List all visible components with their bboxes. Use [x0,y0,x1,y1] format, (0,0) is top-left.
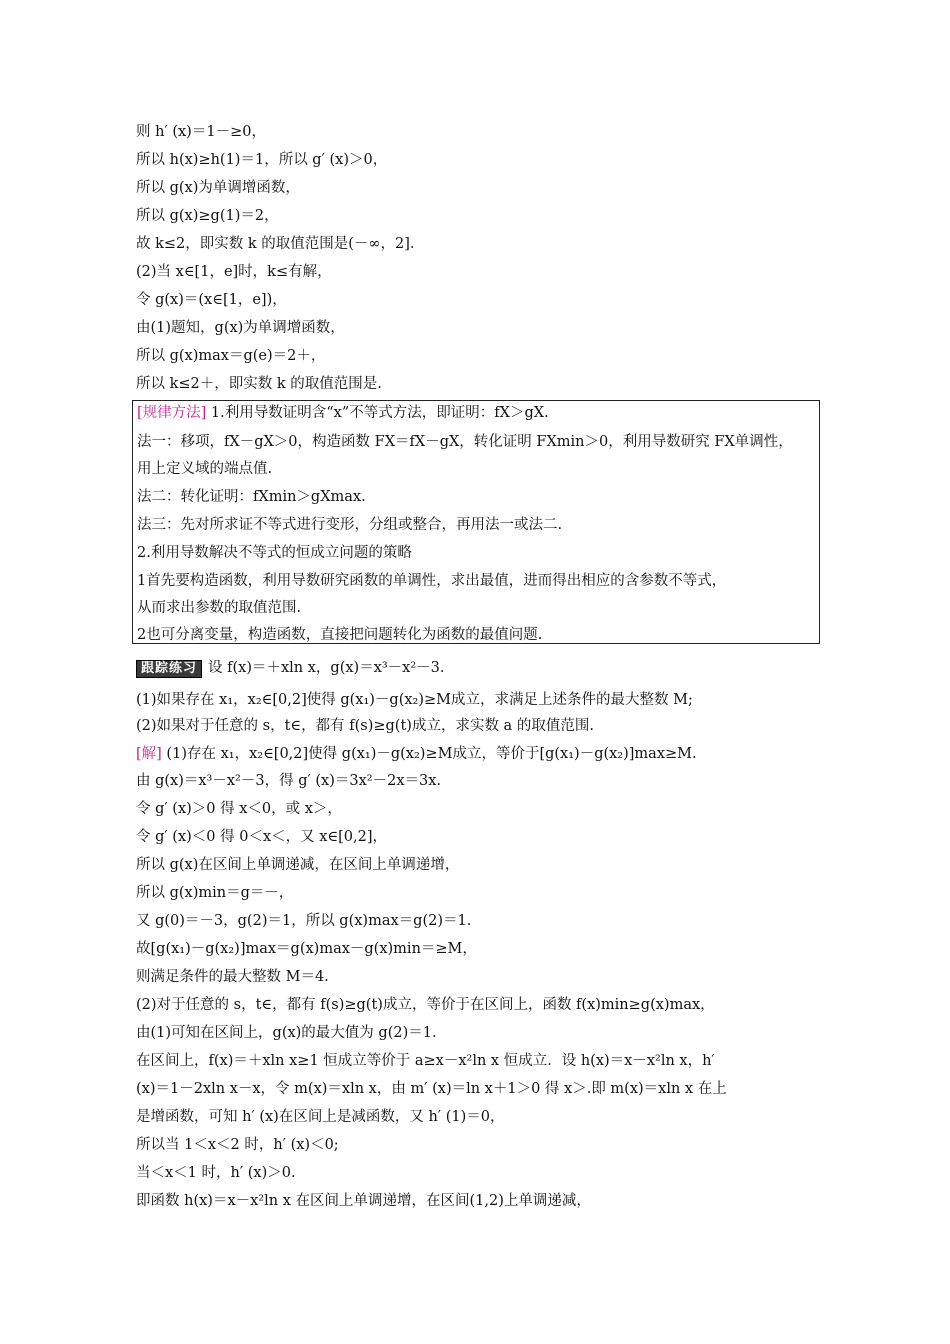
text-line: 由(1)可知在区间上，g(x)的最大值为 g(2)＝1. [136,1025,437,1041]
method-line: 用上定义域的端点值. [137,461,273,477]
text-line: 故 k≤2，即实数 k 的取值范围是(－∞，2]． [136,236,425,252]
text-line: (2)对于任意的 s，t∈，都有 f(s)≥g(t)成立，等价于在区间上，函数 f(x)min≥g(x)max， [136,997,715,1013]
solution-first-text: (1)存在 x₁，x₂∈[0,2]使得 g(x₁)－g(x₂)≥M成立，等价于[g(x₁)－g(x₂)]max≥M. [161,746,697,762]
method-line: 1首先要构造函数，利用导数研究函数的单调性，求出最值，进而得出相应的含参数不等式， [137,573,727,589]
question-1: (1)如果存在 x₁，x₂∈[0,2]使得 g(x₁)－g(x₂)≥M成立，求满足上述条件的最大整数 M; [136,692,693,708]
text-line: 所以 g(x)为单调增函数， [136,180,300,196]
text-line: 所以 g(x)min＝g＝－， [136,885,294,901]
text-line: 所以 g(x)max＝g(e)＝2＋， [136,348,326,364]
text-line: (2)当 x∈[1，e]时，k≤有解， [136,264,332,280]
text-line: 所以 k≤2＋，即实数 k 的取值范围是. [136,376,382,392]
method-line: 从而求出参数的取值范围. [137,600,302,616]
question-2: (2)如果对于任意的 s，t∈，都有 f(s)≥g(t)成立，求实数 a 的取值范围. [136,718,594,734]
text-line: (x)＝1－2xln x－x，令 m(x)＝xln x，由 m′ (x)＝ln x＋1＞0 得 x＞.即 m(x)＝xln x 在上 [136,1081,727,1097]
practice-statement: 设 f(x)＝＋xln x，g(x)＝x³－x²－3. [208,660,445,676]
text-line: 又 g(0)＝－3，g(2)＝1，所以 g(x)max＝g(2)＝1. [136,913,472,929]
text-line: 令 g′ (x)＞0 得 x＜0，或 x＞， [136,801,342,817]
text-line: 则 h′ (x)＝1－≥0， [136,124,266,140]
solution-tag: [解] [136,746,162,762]
text-line: 所以 g(x)≥g(1)＝2， [136,208,279,224]
method-summary-box [132,400,820,644]
method-line: 法二：转化证明：fXmin＞gXmax. [137,489,366,505]
method-first-line [137,403,549,423]
text-line: 当＜x＜1 时，h′ (x)＞0. [136,1165,296,1181]
text-line: 令 g′ (x)＜0 得 0＜x＜，又 x∈[0,2]， [136,829,388,845]
text-line: 即函数 h(x)＝x－x²ln x 在区间上单调递增，在区间(1,2)上单调递减， [136,1193,591,1209]
method-line: 法一：移项，fX－gX＞0，构造函数 FX＝fX－gX，转化证明 FXmin＞0，利用导数研究 FX单调性， [137,434,793,450]
text-line: 故[g(x₁)－g(x₂)]max＝g(x)max－g(x)min＝≥M， [136,941,477,957]
method-line: 2也可分离变量，构造函数，直接把问题转化为函数的最值问题. [137,627,543,643]
method-line: 法三：先对所求证不等式进行变形，分组或整合，再用法一或法二. [137,517,563,533]
text-line: 由 g(x)＝x³－x²－3，得 g′ (x)＝3x²－2x＝3x. [136,773,442,789]
text-line: 所以当 1＜x＜2 时，h′ (x)＜0; [136,1137,339,1153]
method-tag: [规律方法] [137,405,207,421]
text-line: 在区间上，f(x)＝＋xln x≥1 恒成立等价于 a≥x－x²ln x 恒成立．设 h(x)＝x－x²ln x，h′ [136,1053,715,1069]
text-line: 由(1)题知，g(x)为单调增函数， [136,320,345,336]
text-line: 则满足条件的最大整数 M＝4. [136,969,329,985]
practice-label: 跟踪练习 [136,660,202,678]
text-line: 所以 g(x)在区间上单调递减，在区间上单调递增， [136,857,460,873]
practice-first-line [136,658,445,678]
text-line: 令 g(x)＝(x∈[1，e])， [136,292,287,308]
solution-first-line [136,744,697,764]
text-line: 是增函数，可知 h′ (x)在区间上是减函数，又 h′ (1)＝0， [136,1109,505,1125]
method-line: 2.利用导数解决不等式的恒成立问题的策略 [137,545,412,561]
text-line: 所以 h(x)≥h(1)＝1，所以 g′ (x)＞0， [136,152,388,168]
method-first-text: 1.利用导数证明含“x”不等式方法，即证明：fX＞gX. [206,405,549,421]
